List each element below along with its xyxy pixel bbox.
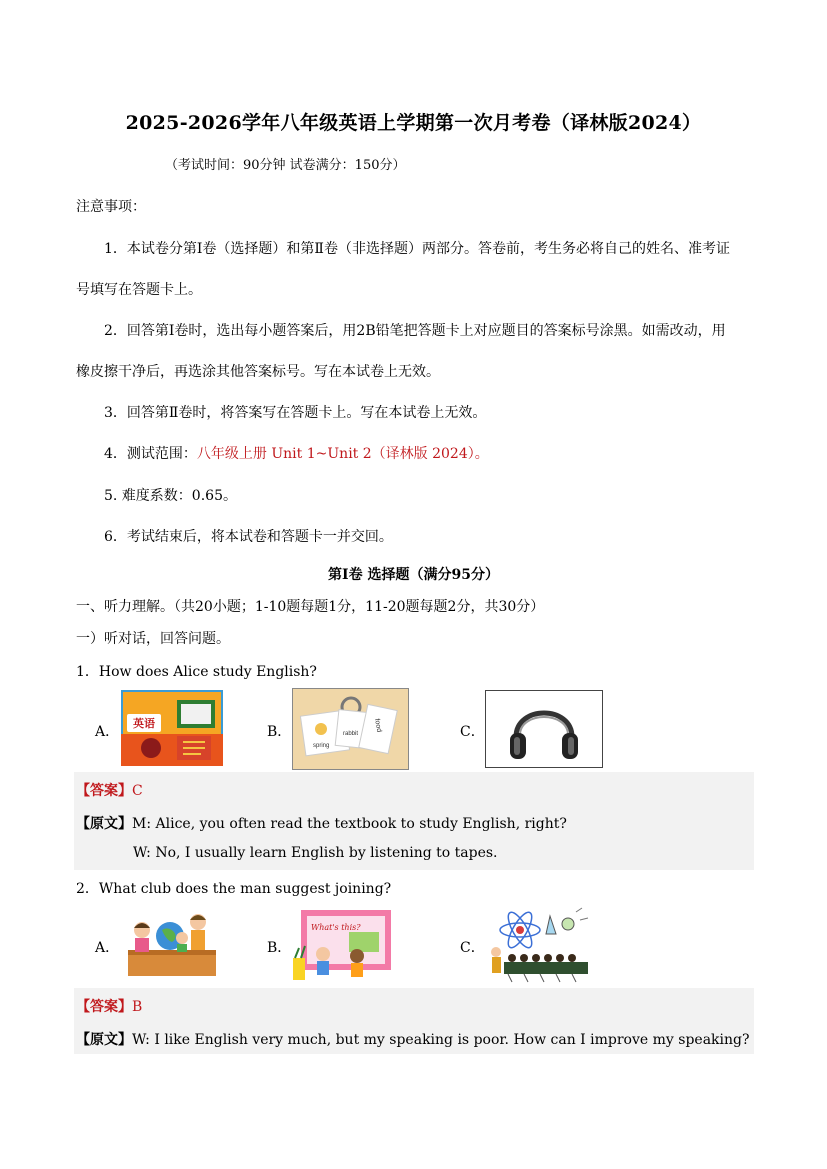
q1-transcript-label: 【原文】 [76, 816, 132, 832]
notice-item-4 [104, 443, 489, 463]
notice-item-1-cont: 号填写在答题卡上。 [76, 282, 202, 298]
q2-transcript-label: 【原文】 [76, 1032, 132, 1048]
textbook-icon [121, 690, 223, 766]
flashcard-word-2: food [373, 718, 383, 733]
q2-option-b-image [293, 908, 393, 982]
flashcard-word-1: spring [313, 743, 330, 749]
q1-transcript-line-2: W: No, I usually learn English by listening to tapes. [133, 845, 498, 861]
textbook-title: 英语 [133, 717, 155, 730]
q1-option-c-image [485, 690, 603, 768]
notice-heading: 注意事项： [76, 199, 146, 215]
notice-item-3: 3．回答第Ⅱ卷时，将答案写在答题卡上。写在本试卷上无效。 [104, 405, 487, 421]
q2-option-a-label: A． [95, 940, 120, 956]
q1-option-a-image [121, 690, 223, 766]
board-text: What's this? [311, 923, 361, 932]
q1-option-a-label: A． [95, 724, 120, 740]
english-board-icon [293, 908, 393, 982]
notice-item-2-cont: 橡皮擦干净后，再选涂其他答案标号。写在本试卷上无效。 [76, 364, 440, 380]
q2-option-a-image [122, 908, 220, 980]
q2-option-b-label: B． [267, 940, 292, 956]
q2-transcript-line-1: W: I like English very much, but my speaking is poor. How can I improve my speaking? [132, 1032, 750, 1048]
headphones-icon [486, 691, 602, 767]
q2-option-c-image [484, 906, 590, 984]
notice-item-2: 2．回答第Ⅰ卷时，选出每小题答案后，用2B铅笔把答题卡上对应题目的答案标号涂黑。如需改动，用 [104, 323, 726, 339]
q1-answer-value: C [132, 783, 143, 799]
page-title: 2025-2026学年八年级英语上学期第一次月考卷（译林版2024） [125, 112, 702, 134]
notice-item-1: 1．本试卷分第Ⅰ卷（选择题）和第Ⅱ卷（非选择题）两部分。答卷前，考生务必将自己的姓名、准考证 [104, 241, 730, 257]
q1-option-c-label: C． [460, 724, 485, 740]
q2-transcript [76, 1029, 749, 1049]
notice-item-6: 6．考试结束后，将本试卷和答题卡一并交回。 [104, 529, 393, 545]
question-1-stem: 1．How does Alice study English? [76, 664, 317, 680]
q1-transcript [76, 813, 567, 833]
q2-answer-value: B [132, 999, 143, 1015]
exam-info: （考试时间：90分钟 试卷满分：150分） [165, 158, 406, 173]
listening-heading: 一、听力理解。（共20小题；1-10题每题1分，11-20题每题2分，共30分） [76, 599, 545, 615]
question-2-stem: 2．What club does the man suggest joining? [76, 881, 392, 897]
students-globe-icon [122, 908, 220, 980]
q2-option-c-label: C． [460, 940, 485, 956]
flashcard-word-3: rabbit [343, 731, 359, 737]
q1-option-b-image [292, 688, 409, 770]
test-range: 八年级上册 Unit 1~Unit 2（译林版 2024）。 [196, 446, 489, 462]
flashcards-icon [293, 689, 408, 769]
science-club-icon [484, 906, 590, 984]
notice-item-4-prefix: 4．测试范围： [104, 446, 197, 462]
q2-answer [76, 996, 142, 1016]
q1-option-b-label: B． [267, 724, 292, 740]
q1-answer-label: 【答案】 [76, 783, 132, 799]
part-title: 第Ⅰ卷 选择题（满分95分） [328, 567, 499, 583]
listening-subheading: 一）听对话，回答问题。 [76, 631, 230, 647]
q1-answer [76, 780, 143, 800]
q1-transcript-line-1: M: Alice, you often read the textbook to study English, right? [132, 816, 567, 832]
q2-answer-label: 【答案】 [76, 999, 132, 1015]
notice-item-5: 5. 难度系数：0.65。 [104, 488, 237, 504]
